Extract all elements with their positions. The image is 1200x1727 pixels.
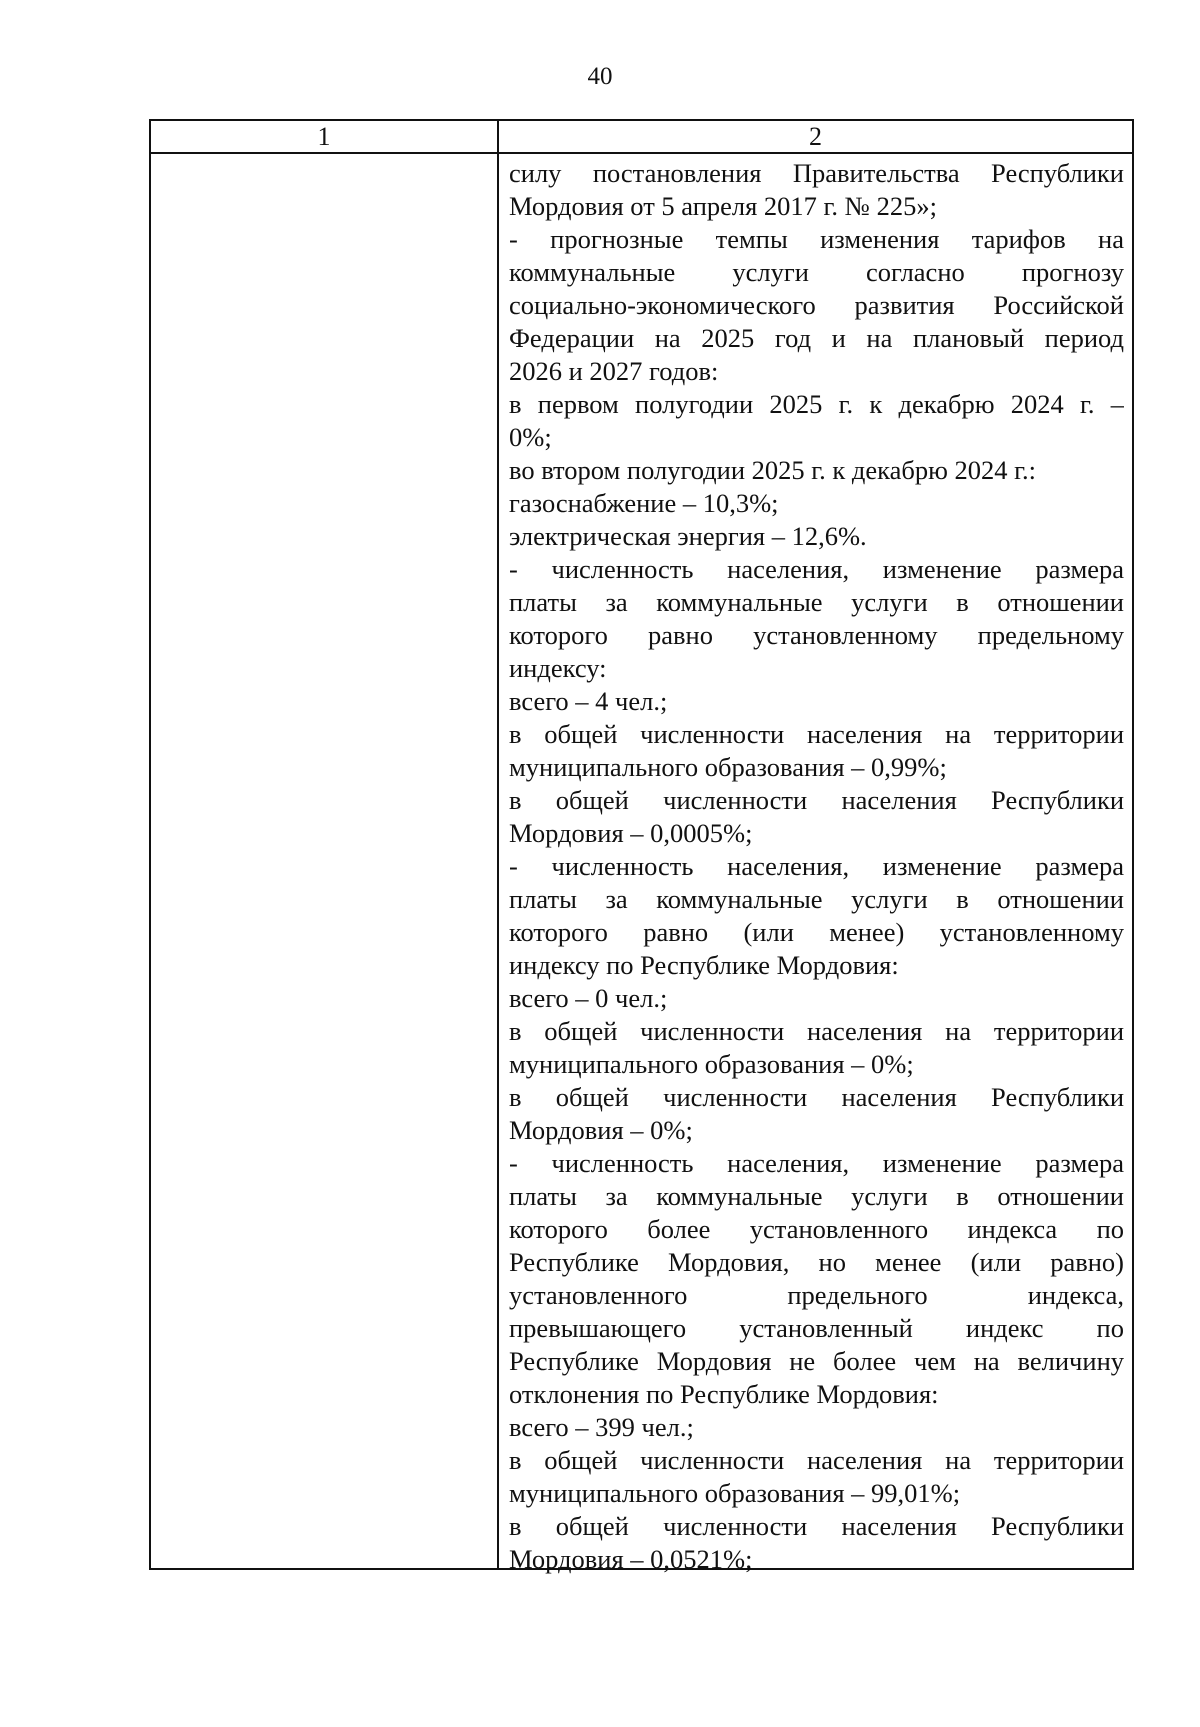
text-line: - численность населения, изменение размера — [509, 851, 1124, 881]
text-line: в общей численности населения на территории — [509, 719, 1124, 749]
text-line: платы за коммунальные услуги в отношении — [509, 587, 1124, 617]
text-line: Республике Мордовия не более чем на величину — [509, 1346, 1124, 1376]
text-line: силу постановления Правительства Республики — [509, 158, 1124, 188]
text-line: в общей численности населения на территории — [509, 1445, 1124, 1475]
text-line: платы за коммунальные услуги в отношении — [509, 884, 1124, 914]
text-line: во втором полугодии 2025 г. к декабрю 2024 г.: — [509, 455, 1037, 485]
text-line: газоснабжение – 10,3%; — [509, 488, 779, 518]
text-line: муниципального образования – 0%; — [509, 1049, 914, 1079]
text-line: всего – 4 чел.; — [509, 686, 668, 716]
text-line: муниципального образования – 99,01%; — [509, 1478, 961, 1508]
text-line: Мордовия – 0,0521%; — [509, 1544, 753, 1574]
text-line: - численность населения, изменение размера — [509, 554, 1124, 584]
text-line: в общей численности населения Республики — [509, 785, 1124, 815]
text-line: социально-экономического развития Российской — [509, 290, 1124, 320]
text-line: 0%; — [509, 422, 552, 452]
text-line: которого равно установленному предельному — [509, 620, 1124, 650]
text-line: коммунальные услуги согласно прогнозу — [509, 257, 1124, 287]
text-line: - численность населения, изменение размера — [509, 1148, 1124, 1178]
text-line: всего – 399 чел.; — [509, 1412, 694, 1442]
text-line: Мордовия от 5 апреля 2017 г. № 225»; — [509, 191, 937, 221]
document-table — [149, 119, 1134, 1574]
text-line: муниципального образования – 0,99%; — [509, 752, 947, 782]
text-line: превышающего установленный индекс по — [509, 1313, 1124, 1343]
page-number: 40 — [587, 63, 613, 90]
text-line: всего – 0 чел.; — [509, 983, 668, 1013]
text-line: электрическая энергия – 12,6%. — [509, 521, 867, 551]
table-header-cell-1: 1 — [317, 122, 331, 151]
text-line: которого более установленного индекса по — [509, 1214, 1124, 1244]
text-line: платы за коммунальные услуги в отношении — [509, 1181, 1124, 1211]
text-line: в общей численности населения Республики — [509, 1511, 1124, 1541]
text-line: индексу по Республике Мордовия: — [509, 950, 899, 980]
table-header-row — [151, 121, 1132, 154]
table-cell-col-2 — [509, 157, 1124, 1576]
text-line: - прогнозные темпы изменения тарифов на — [509, 224, 1124, 254]
text-line: в общей численности населения на территории — [509, 1016, 1124, 1046]
text-line: Республике Мордовия, но менее (или равно) — [509, 1247, 1124, 1277]
text-line: Мордовия – 0%; — [509, 1115, 693, 1145]
text-line: установленного предельного индекса, — [509, 1280, 1124, 1310]
text-line: которого равно (или менее) установленному — [509, 917, 1124, 947]
text-line: в общей численности населения Республики — [509, 1082, 1124, 1112]
table-header-cell-2: 2 — [809, 122, 822, 151]
text-line: отклонения по Республике Мордовия: — [509, 1379, 939, 1409]
text-line: индексу: — [509, 653, 607, 683]
text-line: Федерации на 2025 год и на плановый период — [509, 323, 1124, 353]
text-line: Мордовия – 0,0005%; — [509, 818, 753, 848]
text-line: в первом полугодии 2025 г. к декабрю 2024 г. – — [509, 389, 1124, 419]
column-divider — [497, 121, 499, 1568]
text-line: 2026 и 2027 годов: — [509, 356, 719, 386]
